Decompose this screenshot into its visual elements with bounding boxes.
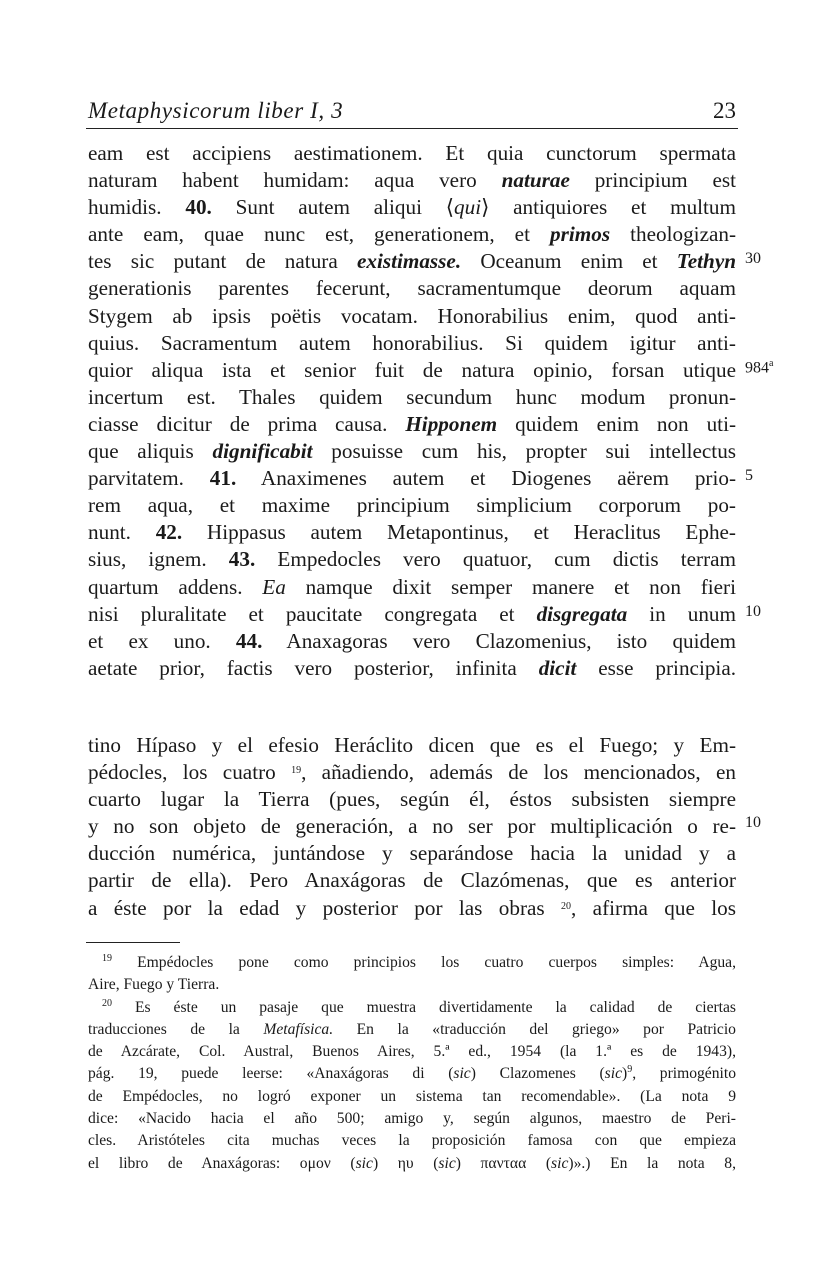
text-line: ante eam, quae nunc est, generationem, et primos theologizan- [88, 222, 737, 247]
footnote-line: pág. 19, puede leerse: «Anaxágoras di (sic) Clazomenes (sic)$^9$, primogénito [88, 1064, 736, 1083]
footnote-line: traducciones de la Metafísica. En la «traducción del griego» por Patricio [88, 1020, 736, 1038]
margin-bekker-value: 984 [745, 359, 769, 377]
latin-text [88, 140, 736, 682]
margin-number: 10 [745, 603, 761, 620]
margin-bekker-number [745, 358, 773, 377]
greek-word: πανταα [480, 1154, 527, 1172]
text-line: quius. Sacramentum autem honorabilius. Si quidem igitur anti- [88, 330, 736, 355]
text-line: incertum est. Thales quidem secundum hunc modum pronun- [88, 384, 736, 409]
footnote-line: dice: «Nacido hacia el año 500; amigo y, según algunos, maestro de Peri- [88, 1110, 736, 1128]
section-number: 40. [185, 195, 212, 220]
text-line: que aliquis dignificabit posuisse cum his, propter sui intellectus [88, 439, 737, 464]
running-header [86, 98, 738, 129]
text-line: tes sic putant de natura existimasse. Oceanum enim et Tethyn [88, 249, 737, 274]
text-line: cuarto lugar la Tierra (pues, según él, éstos subsisten siempre [88, 787, 736, 812]
text-line: nunt. 42. Hippasus autem Metapontinus, et Heraclitus Ephe- [88, 520, 736, 545]
text-line: ciasse dicitur de prima causa. Hipponem quidem enim non uti- [88, 411, 737, 436]
footnote-line: el libro de Anaxágoras: ομον (sic) ηυ (sic) πανταα (sic)».) En la nota 8, [88, 1154, 736, 1172]
text-line: aetate prior, factis vero posterior, infinita dicit esse principia. [88, 655, 737, 680]
footnote-line: $^{19}$ Empédocles pone como principios los cuatro cuerpos simples: Agua, [102, 953, 737, 971]
section-number: 44. [235, 628, 263, 653]
footnote-line: cles. Aristóteles cita muchas veces la proposición famosa con que empieza [88, 1132, 736, 1150]
footnote-rule [86, 942, 180, 943]
text-line: eam est accipiens aestimationem. Et quia cunctorum spermata [88, 141, 736, 165]
margin-number: 30 [745, 250, 761, 267]
text-line: humidis. 40. Sunt autem aliqui ⟨qui⟩ antiquiores et multum [88, 195, 737, 220]
greek-word: ηυ [397, 1154, 414, 1172]
footnote-number: 19 [102, 953, 112, 964]
footnote-line: $^{20}$ Es éste un pasaje que muestra divertidamente la calidad de ciertas [102, 997, 736, 1016]
footnote-line: de Azcárate, Col. Austral, Buenos Aires, 5.ª ed., 1954 (la 1.ª es de 1943), [88, 1043, 736, 1061]
footnote-line: de Empédocles, no logró exponer un sistema tan recomendable». (La nota 9 [88, 1087, 736, 1105]
page-number: 23 [713, 98, 736, 123]
text-line: generationis parentes fecerunt, sacramentumque deorum aquam [88, 276, 736, 301]
footnote-ref: 19 [291, 765, 302, 777]
footnotes [88, 952, 736, 1175]
running-title: Metaphysicorum liber I, 3 [88, 98, 344, 123]
section-number: 42. [155, 520, 183, 545]
greek-word: ομον [299, 1154, 331, 1172]
section-number: 41. [209, 466, 237, 491]
section-number: 43. [228, 547, 256, 572]
text-line: Stygem ab ipsis poëtis vocatam. Honorabilius enim, quod anti- [88, 303, 736, 328]
text-line: nisi pluralitate et paucitate congregata et disgregata in unum [88, 601, 736, 626]
text-line: et ex uno. 44. Anaxagoras vero Clazomenius, isto quidem [88, 628, 736, 653]
text-line: tino Hípaso y el efesio Heráclito dicen que es el Fuego; y Em- [88, 733, 736, 757]
footnote-number: 20 [102, 997, 112, 1009]
text-line: ducción numérica, juntándose y separándose hacia la unidad y a [88, 841, 736, 866]
text-line: parvitatem. 41. Anaximenes autem et Diogenes aërem prio- [88, 466, 737, 491]
margin-bekker-sup: a [769, 358, 774, 369]
text-line: rem aqua, et maxime principium simplicium corporum po- [88, 493, 736, 518]
footnote-ref: 20 [561, 900, 572, 912]
text-line: partir de ella). Pero Anaxágoras de Clazómenas, que es anterior [88, 868, 736, 893]
spanish-translation [88, 732, 736, 922]
margin-number: 5 [745, 467, 753, 484]
text-line: quior aliqua ista et senior fuit de natura opinio, forsan utique [88, 357, 736, 382]
text-line: sius, ignem. 43. Empedocles vero quatuor, cum dictis terram [88, 547, 737, 572]
text-line: pédocles, los cuatro $^{19}$, añadiendo, además de los mencionados, en [88, 760, 736, 785]
text-line: y no son objeto de generación, a no ser por multiplicación o re- [88, 814, 736, 839]
text-line: a éste por la edad y posterior por las obras $^{20}$, afirma que los [88, 895, 736, 920]
footnote-line: Aire, Fuego y Tierra. [88, 976, 220, 994]
margin-number: 10 [745, 814, 761, 831]
text-line: quartum addens. Ea namque dixit semper manere et non fieri [88, 574, 736, 599]
text-line: naturam habent humidam: aqua vero naturae principium est [88, 168, 737, 193]
